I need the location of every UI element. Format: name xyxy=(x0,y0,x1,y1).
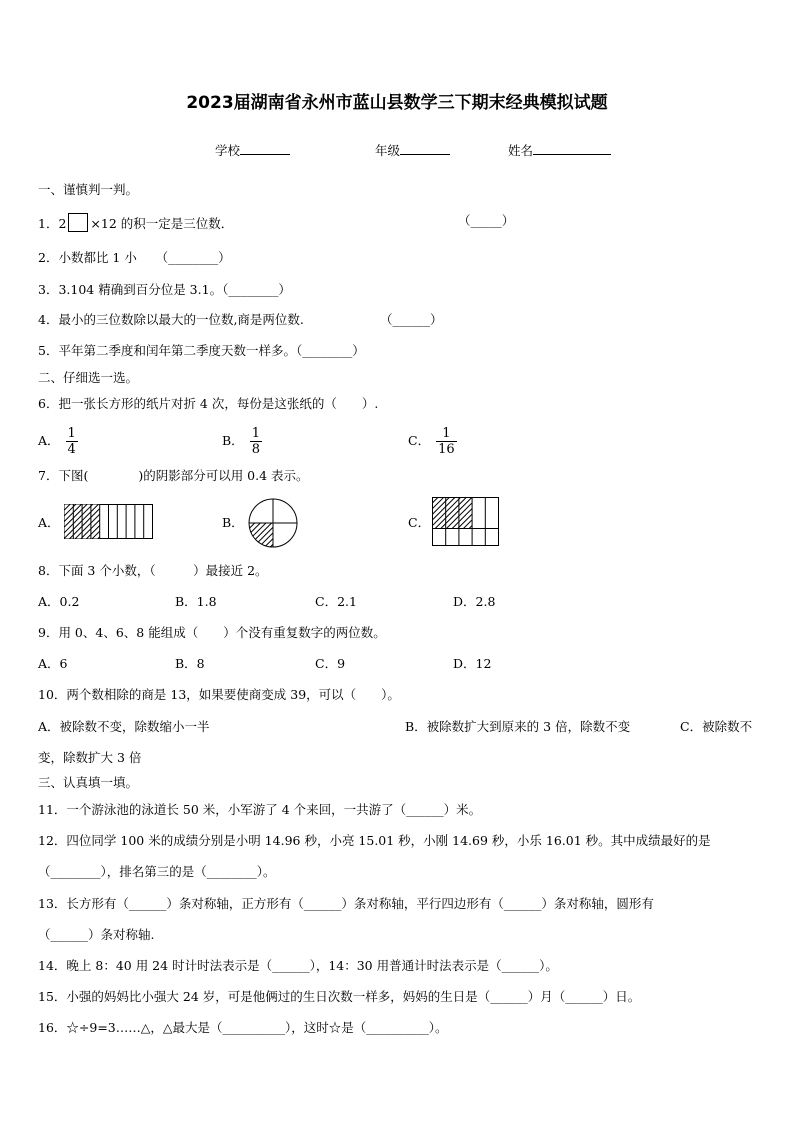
question-12: 12．四位同学 100 米的成绩分别是小明 14.96 秒，小亮 15.01 秒，小刚 14.69 秒，小乐 16.01 秒。其中成绩最好的是 xyxy=(38,833,711,848)
question-14: 14．晚上 8：40 用 24 时计时法表示是（______），14：30 用普通计时法表示是（______）。 xyxy=(38,958,558,973)
q7-option-c-label[interactable]: C． xyxy=(408,515,431,530)
section3-heading: 三、认真填一填。 xyxy=(38,775,139,790)
q6-option-c-fraction xyxy=(436,426,457,457)
question-5: 5．平年第二季度和闰年第二季度天数一样多。（________） xyxy=(38,343,365,358)
fraction-numerator: 1 xyxy=(67,426,76,441)
q8-option-a[interactable]: A．0.2 xyxy=(38,594,80,609)
q7-option-b-label[interactable]: B． xyxy=(222,515,244,530)
name-blank[interactable] xyxy=(533,142,611,155)
question-4: 4．最小的三位数除以最大的一位数,商是两位数. xyxy=(38,312,304,327)
fraction-numerator: 1 xyxy=(436,426,457,442)
q6-option-a-label: A． xyxy=(38,433,60,448)
question-2: 2．小数都比 1 小 （________） xyxy=(38,250,231,265)
question-11: 11．一个游泳池的泳道长 50 米，小军游了 4 个来回，一共游了（______）米。 xyxy=(38,802,482,817)
q9-option-c[interactable]: C．9 xyxy=(315,656,346,671)
question-3: 3．3.104 精确到百分位是 3.1。（________） xyxy=(38,282,291,297)
question-13: 13．长方形有（______）条对称轴，正方形有（______）条对称轴，平行四边形有（______）条对称轴，圆形有 xyxy=(38,896,654,911)
q4-answer[interactable]: （______） xyxy=(380,312,443,327)
name-field xyxy=(508,142,611,159)
question-7: 7．下图( )的阴影部分可以用 0.4 表示。 xyxy=(38,468,309,483)
question-12-continued: （________），排名第三的是（________）。 xyxy=(38,864,276,879)
school-label: 学校 xyxy=(215,143,241,158)
q7-option-c-figure xyxy=(432,497,500,547)
question-8: 8．下面 3 个小数，（ ）最接近 2。 xyxy=(38,563,268,578)
shaded-cells xyxy=(433,498,473,529)
question-16: 16．☆÷9=3……△，△最大是（__________），这时☆是（__________）。 xyxy=(38,1020,448,1035)
school-field xyxy=(215,142,290,159)
q6-option-c[interactable] xyxy=(408,422,457,460)
q7-option-b-figure xyxy=(246,497,300,549)
question-9: 9．用 0、4、6、8 能组成（ ）个没有重复数字的两位数。 xyxy=(38,625,386,640)
question-6: 6．把一张长方形的纸片对折 4 次，每份是这张纸的（ ）. xyxy=(38,396,379,411)
q8-option-d[interactable]: D．2.8 xyxy=(453,594,496,609)
q6-option-c-label: C． xyxy=(408,433,431,448)
q7-option-a-label[interactable]: A． xyxy=(38,515,60,530)
q10-option-c-continued: 变，除数扩大 3 倍 xyxy=(38,750,142,765)
q6-option-b[interactable] xyxy=(222,422,262,460)
question-1 xyxy=(38,213,233,232)
q1-answer[interactable]: （_____） xyxy=(458,213,515,228)
q1-box[interactable] xyxy=(68,213,88,232)
fraction-numerator: 1 xyxy=(251,426,260,441)
question-15: 15．小强的妈妈比小强大 24 岁，可是他俩过的生日次数一样多，妈妈的生日是（______）月（______）日。 xyxy=(38,989,641,1004)
q8-option-c[interactable]: C．2.1 xyxy=(315,594,357,609)
q10-option-a[interactable]: A．被除数不变，除数缩小一半 xyxy=(38,719,210,734)
q10-option-b[interactable]: B．被除数扩大到原来的 3 倍，除数不变 xyxy=(405,719,631,734)
grade-blank[interactable] xyxy=(400,142,450,155)
q8-option-b[interactable]: B．1.8 xyxy=(175,594,217,609)
question-13-continued: （______）条对称轴. xyxy=(38,927,155,942)
section1-heading: 一、谨慎判一判。 xyxy=(38,182,139,197)
fraction-denominator: 4 xyxy=(67,442,76,457)
q7-option-a-figure xyxy=(64,504,154,540)
q1-suffix: ×12 的积一定是三位数． xyxy=(90,216,234,231)
grade-label: 年级 xyxy=(375,143,401,158)
q6-option-a[interactable] xyxy=(38,422,78,460)
q6-option-b-label: B． xyxy=(222,433,244,448)
name-label: 姓名 xyxy=(508,143,534,158)
fraction-denominator: 8 xyxy=(251,442,260,457)
grade-field xyxy=(375,142,450,159)
section2-heading: 二、仔细选一选。 xyxy=(38,370,139,385)
q6-option-a-fraction xyxy=(66,426,78,457)
school-blank[interactable] xyxy=(240,142,290,155)
q1-prefix: 1．2 xyxy=(38,216,67,231)
q10-option-c[interactable]: C．被除数不 xyxy=(680,719,753,734)
question-10: 10．两个数相除的商是 13，如果要使商变成 39，可以（ ）。 xyxy=(38,687,400,702)
q9-option-b[interactable]: B．8 xyxy=(175,656,205,671)
q9-option-a[interactable]: A．6 xyxy=(38,656,68,671)
page-title: 2023届湖南省永州市蓝山县数学三下期末经典模拟试题 xyxy=(186,93,608,113)
q6-option-b-fraction xyxy=(250,426,262,457)
fraction-denominator: 16 xyxy=(438,442,455,457)
q9-option-d[interactable]: D．12 xyxy=(453,656,492,671)
